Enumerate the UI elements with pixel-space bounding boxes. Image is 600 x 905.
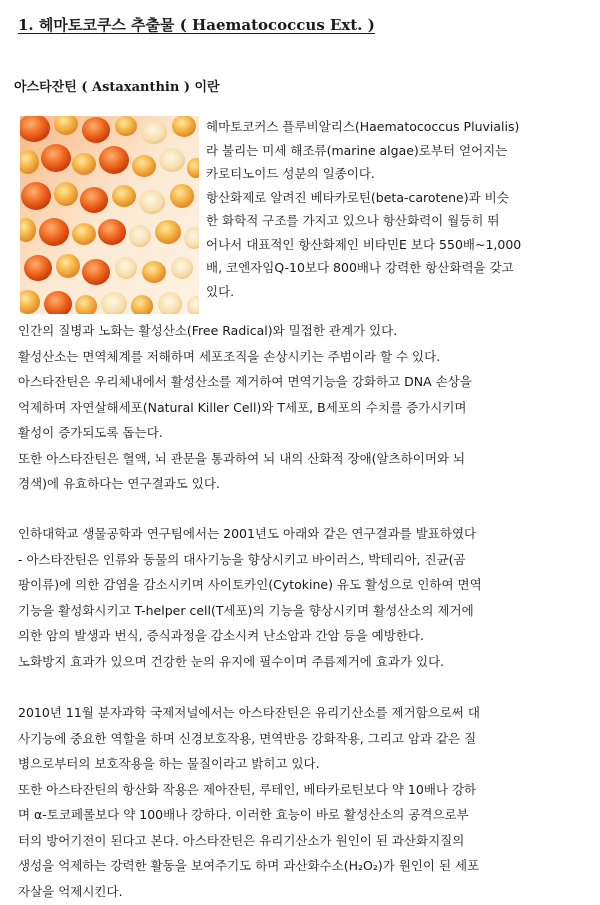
body-line: - 아스타잔틴은 인류와 동물의 대사기능을 향상시키고 바이러스, 박테리아, 진균(곰 bbox=[18, 551, 466, 567]
intro-line: 한 화학적 구조를 가지고 있으나 항산화력이 월등히 뛰 bbox=[206, 213, 500, 228]
body-line: 또한 아스타잔틴은 혈액, 뇌 관문을 통과하여 뇌 내의 산화적 장애(알츠하이머와 뇌 bbox=[18, 450, 466, 466]
free-radical-section bbox=[18, 318, 584, 497]
body-line: 인간의 질병과 노화는 활성산소(Free Radical)와 밀접한 관계가 있다. bbox=[18, 323, 398, 338]
body-line: 억제하며 자연살해세포(Natural Killer Cell)와 T세포, B세포의 수치를 증가시키며 bbox=[18, 399, 467, 415]
body-line: 자살을 억제시킨다. bbox=[18, 883, 123, 899]
intro-line: 헤마토코커스 플루비알리스(Haematococcus Pluvialis) bbox=[206, 119, 520, 134]
intro-paragraph bbox=[206, 115, 582, 303]
intro-line: 배, 코엔자임Q-10보다 800배나 강력한 항산화력을 갖고 bbox=[206, 260, 514, 275]
body-line: 또한 아스타잔틴의 항산화 작용은 제아잔틴, 루테인, 베타카로틴보다 약 10배나 강하 bbox=[18, 781, 477, 797]
intro-line: 있다. bbox=[206, 283, 235, 299]
body-line: 노화방지 효과가 있으며 건강한 눈의 유지에 필수이며 주름제거에 효과가 있다. bbox=[18, 653, 445, 669]
body-line: 경색)에 유효하다는 연구결과도 있다. bbox=[18, 476, 220, 491]
microalgae-cells-image bbox=[20, 116, 199, 314]
section-subtitle: 아스타잔틴 ( Astaxanthin ) 이란 bbox=[14, 80, 220, 95]
body-line: 생성을 억제하는 강력한 활동을 보여주기도 하며 과산화수소(H₂O₂)가 원인이 된 세포 bbox=[18, 858, 480, 873]
body-line: 팡이류)에 의한 감염을 감소시키며 사이토카인(Cytokine) 유도 활성으로 인하여 면역 bbox=[18, 577, 482, 592]
intro-line: 어나서 대표적인 항산화제인 비타민E 보다 550배~1,000 bbox=[206, 236, 522, 252]
body-line: 병으로부터의 보호작용을 하는 물질이라고 밝히고 있다. bbox=[18, 756, 320, 771]
intro-line: 라 불리는 미세 해조류(marine algae)로부터 얻어지는 bbox=[206, 142, 508, 158]
body-line: 활성이 증가되도록 돕는다. bbox=[18, 425, 163, 440]
body-line: 의한 암의 발생과 번식, 증식과정을 감소시켜 난소암과 간암 등을 예방한다. bbox=[18, 628, 424, 643]
body-line: 인하대학교 생물공학과 연구팀에서는 2001년도 아래와 같은 연구결과를 발표하였다 bbox=[18, 526, 477, 541]
body-line: 2010년 11월 분자과학 국제저널에서는 아스타잔틴은 유리기산소를 제거함으로써 대 bbox=[18, 705, 480, 720]
body-line: 활성산소는 면역체계를 저해하며 세포조직을 손상시키는 주범이라 할 수 있다. bbox=[18, 348, 441, 364]
intro-line: 카로티노이드 성분의 일종이다. bbox=[206, 166, 375, 181]
body-line: 며 α-토코페롤보다 약 100배나 강하다. 이러한 효능이 바로 활성산소의 공격으로부 bbox=[18, 807, 469, 822]
intro-line: 항산화제로 알려진 베타카로틴(beta-carotene)과 비슷 bbox=[206, 189, 509, 205]
algae-cells-illustration bbox=[20, 116, 199, 314]
body-line: 아스타잔틴은 우리체내에서 활성산소를 제거하여 면역기능을 강화하고 DNA 손상을 bbox=[18, 374, 472, 389]
body-line: 기능을 활성화시키고 T-helper cell(T세포)의 기능을 향상시키며 활성산소의 제거에 bbox=[18, 602, 474, 618]
document-title: 1. 헤마토코쿠스 추출물 ( Haematococcus Ext. ) bbox=[18, 16, 375, 34]
inha-research-section bbox=[18, 521, 584, 674]
journal-research-section bbox=[18, 700, 584, 904]
body-line: 사기능에 중요한 역할을 하며 신경보호작용, 면역반응 강화작용, 그리고 암과 같은 질 bbox=[18, 730, 477, 746]
body-line: 터의 방어기전이 된다고 본다. 아스타잔틴은 유리기산소가 원인이 된 과산화지질의 bbox=[18, 832, 465, 848]
